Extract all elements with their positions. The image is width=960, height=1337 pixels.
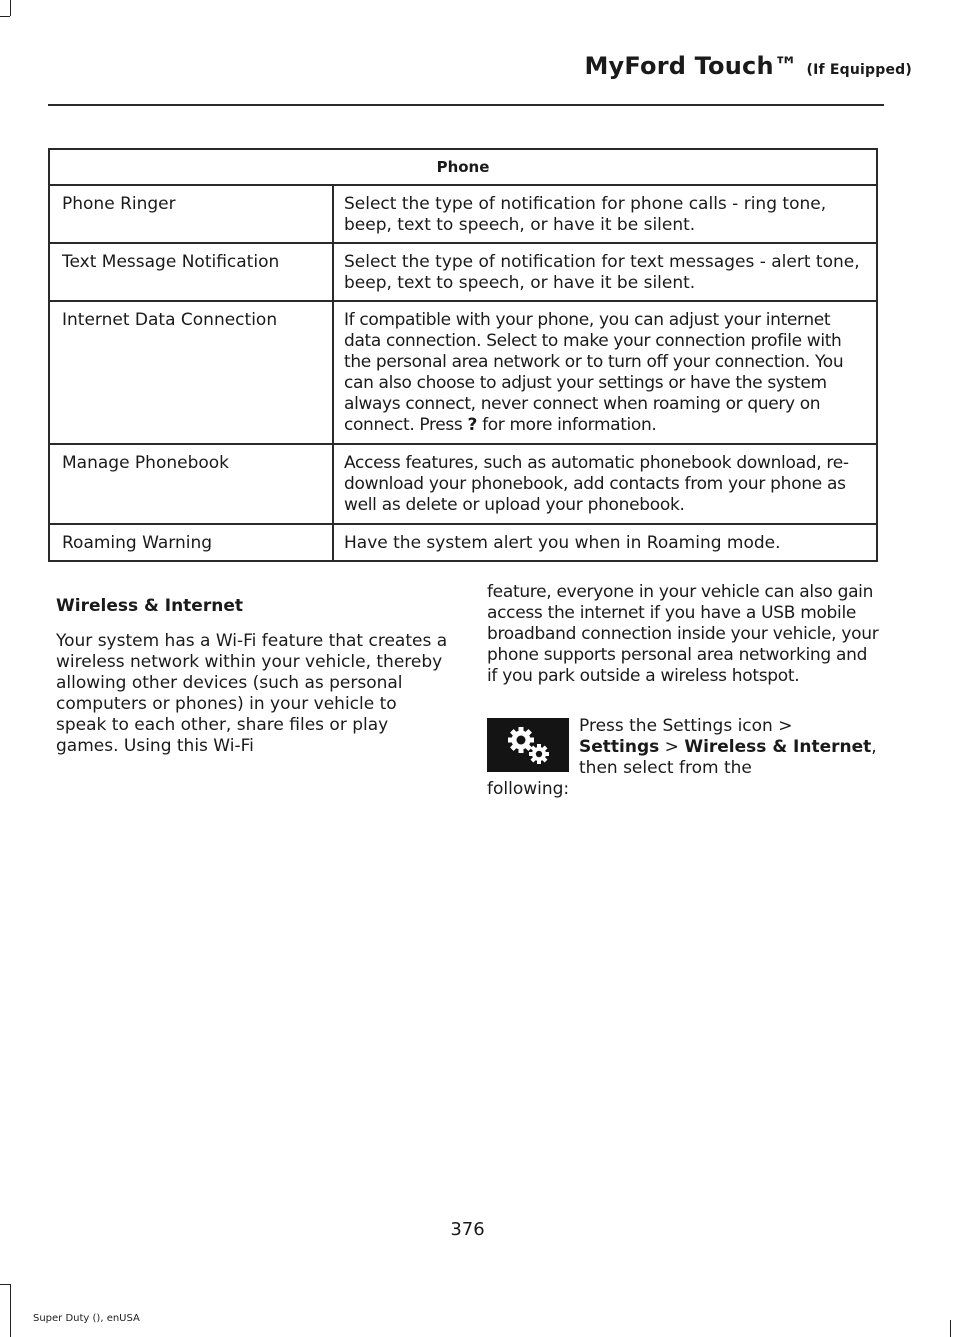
- crop-mark: [0, 1284, 10, 1285]
- table-row: [49, 243, 877, 301]
- crop-mark: [950, 1320, 951, 1337]
- instruction-text: [579, 716, 879, 779]
- instruction-tail: following:: [487, 779, 570, 799]
- setting-name: Roaming Warning: [49, 524, 333, 561]
- header-subtitle: (If Equipped): [806, 62, 912, 78]
- crop-mark: [10, 1284, 11, 1337]
- setting-description: [333, 301, 877, 444]
- description-text: for more information.: [482, 415, 657, 435]
- table-row: [49, 301, 877, 444]
- setting-description: Select the type of notification for text messages - alert tone, beep, text to speech, or have it be silent.: [333, 243, 877, 301]
- table-row: [49, 524, 877, 561]
- table-heading: Phone: [49, 149, 877, 185]
- body-paragraph-left: Your system has a Wi-Fi feature that creates a wireless network within your vehicle, thereby allowing other devices (such as personal computers or phones) in your vehicle to speak to each other, share files or play games. Using this Wi-Fi: [56, 631, 448, 756]
- help-symbol: ?: [467, 415, 477, 435]
- setting-description: Access features, such as automatic phonebook download, re-download your phonebook, add contacts from your phone as well as delete or upload your phonebook.: [333, 444, 877, 524]
- crop-mark: [10, 0, 11, 16]
- setting-description: Select the type of notification for phone calls - ring tone, beep, text to speech, or have it be silent.: [333, 185, 877, 243]
- table-header-row: [49, 149, 877, 185]
- menu-path-settings: Settings: [579, 737, 660, 757]
- footer-text: Super Duty (), enUSA: [33, 1313, 140, 1324]
- body-paragraph-right: feature, everyone in your vehicle can also gain access the internet if you have a USB mobile broadband connection inside your vehicle, your phone supports personal area networking and if you park outside a wireless hotspot.: [487, 582, 879, 686]
- setting-name: Phone Ringer: [49, 185, 333, 243]
- table-row: [49, 444, 877, 524]
- table-row: [49, 185, 877, 243]
- setting-description: Have the system alert you when in Roaming mode.: [333, 524, 877, 561]
- section-title: Wireless & Internet: [56, 596, 243, 616]
- setting-name: Internet Data Connection: [49, 301, 333, 444]
- instruction-prefix: Press the Settings icon >: [579, 716, 793, 736]
- instruction-suffix: , then select from the: [579, 737, 877, 778]
- setting-name: Manage Phonebook: [49, 444, 333, 524]
- crop-mark: [0, 16, 10, 17]
- settings-gears-icon: [487, 718, 569, 772]
- page-header: [0, 52, 912, 80]
- description-text: If compatible with your phone, you can adjust your internet data connection. Select to make your connection profile with the personal area network or to turn off your connection. You can also choose to adjust your settings or have the system always connect, never connect when roaming or query on connect. Press: [344, 310, 844, 435]
- page-number: 376: [450, 1219, 485, 1240]
- header-title: MyFord Touch™: [584, 52, 798, 80]
- phone-settings-table: [48, 148, 878, 562]
- menu-path-wireless: Wireless & Internet: [684, 737, 872, 757]
- header-divider: [48, 104, 884, 106]
- menu-path-separator: >: [664, 737, 679, 757]
- setting-name: Text Message Notification: [49, 243, 333, 301]
